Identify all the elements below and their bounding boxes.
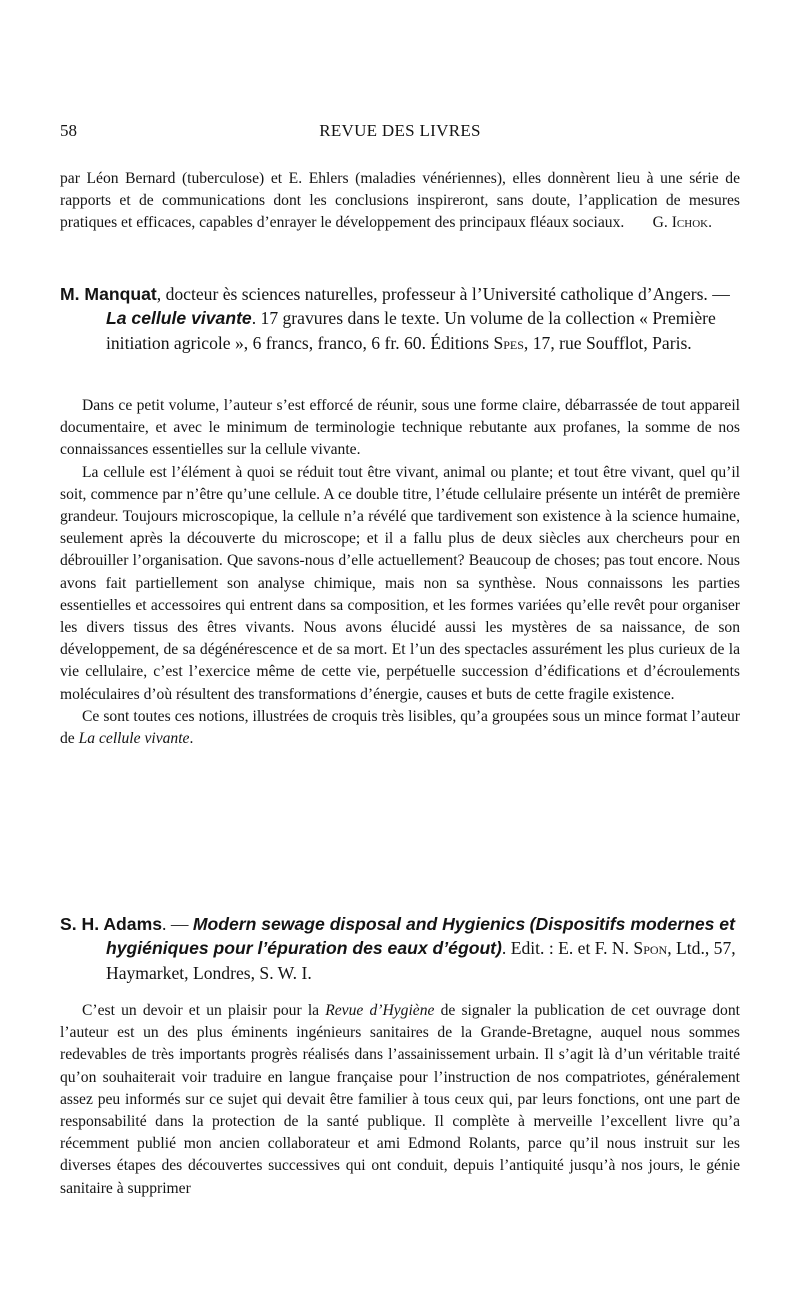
review-book-title: Modern sewage disposal and Hygienics [192,914,526,934]
review-p1-rest: de signaler la publication de cet ouvrage dont l’auteur est un des plus éminents ingénieurs sanitaires de la Grande-Bretagne, auquel nous sommes redevables de très importants progrès réalisés dans l’assainissement urbain. Il s’agit là d’un véritable traité qu’on souhaiterait voir traduire en langue française pour l’instruction de nos compatriotes, généralement assez peu informés sur ce sujet qui devait être familier à tous ceux qui, par leurs fonctions, ont une part de responsabilité dans la protection de la santé publique. Il complète à merveille l’excellent livre qu’a récemment publié mon ancien collaborateur et ami Edmond Rolants, parce qu’il nous instruit sur les diverses étapes des découvertes successives qui ont conduit, depuis l’antiquité jusqu’à nos jours, le génie sanitaire à supprimer [60,1002,740,1197]
review-paragraph-1 [60,1000,740,1200]
running-title: REVUE DES LIVRES [319,121,481,140]
review-body-manquat [60,395,740,750]
review-p1-text: C’est un devoir et un plaisir pour la [82,1002,326,1019]
review-book-title: La cellule vivante [106,308,252,329]
review-heading-text [60,912,740,985]
continuation-paragraph [60,168,740,235]
review-heading-adams [60,912,740,985]
review-author: M. Manquat [60,284,157,304]
review-p3-text: Ce sont toutes ces notions, illustrées de croquis très lisibles, qu’a groupées sous un mince format l’auteur de [60,707,740,748]
review-paragraph-1: Dans ce petit volume, l’auteur s’est efforcé de réunir, sous une forme claire, débarrassée de tout appareil documentaire, et avec le minimum de terminologie technique rebutante aux profanes, la somme de nos connaissances essentielles sur la cellule vivante. [60,397,740,459]
review-p3-end: . [189,730,194,748]
review-translated-title: (Dispositifs modernes et hygiéniques pour l’épuration des eaux d’égout) [106,914,735,959]
review-heading-part2: . 17 gravures dans le texte. Un volume de la collection « Première initiation agricole », 6 francs, franco, 6 fr. 60. Éditions [106,308,716,353]
review-heading-manquat [60,282,740,355]
review-heading-part1: , docteur ès sciences naturelles, professeur à l’Université catholique d’Angers. — [156,284,730,304]
review-paragraph-3 [60,706,740,750]
review-author: S. H. Adams [60,914,163,934]
review-edit-part2: , Ltd., 57, Haymarket, Londres, S. W. I. [106,938,736,983]
review-paragraph-2: La cellule est l’élément à quoi se réduit tout être vivant, animal ou plante; et tout être vivant, quel qu’il soit, commence par n’être qu’une cellule. A ce double titre, l’étude cellulaire présente un intérêt de première grandeur. Toujours microscopique, la cellule n’a révélé que tardivement son existence à la science humaine, seulement après la découverte du microscope; et il a fallu plus de deux siècles aux chercheurs pour en débrouiller l’organisation. Que savons-nous d’elle actuellement? Beaucoup de choses; pas tout encore. Nous avons fait partiellement son analyse chimique, mais non sa synthèse. Nous connaissons les parties essentielles et accessoires qui entrent dans sa composition, et les formes variées qu’elle revêt pour organiser les divers tissus des êtres vivants. Nous avons élucidé aussi les mystères de sa naissance, de son développement, de sa dégénérescence et de sa mort. Et l’un des spectacles assurément les plus curieux de la vie cellulaire, c’est l’exercice même de cette vie, perpétuelle succession d’édifications et d’écroulements moléculaires d’où résultent des transformations d’énergie, causes et buts de cette fragile existence. [60,463,740,703]
continuation-text: par Léon Bernard (tuberculose) et E. Ehlers (maladies vénériennes), elles donnèrent lieu à une série de rapports et de communications dont les conclusions inspireront, sans doute, l’application de mesures pratiques et efficaces, capables d’enrayer le développement des principaux fléaux sociaux. [60,170,740,232]
review-body-adams [60,1000,740,1200]
review-edit-part1: . Edit. : E. et F. N. [501,938,634,959]
review-publisher: Spon [633,938,668,959]
review-dash: . — [162,914,193,934]
review-p3-book-title: La cellule vivante [78,730,190,748]
running-head [60,121,740,145]
page-number: 58 [60,121,77,140]
review-journal-name: Revue d’Hygiène [325,1002,435,1019]
signature: G. Ichok. [652,214,712,232]
review-address: , 17, rue Soufflot, Paris. [523,332,692,353]
review-publisher: Spes [493,332,524,353]
review-heading-text [60,282,740,355]
continuation-block [60,168,740,235]
